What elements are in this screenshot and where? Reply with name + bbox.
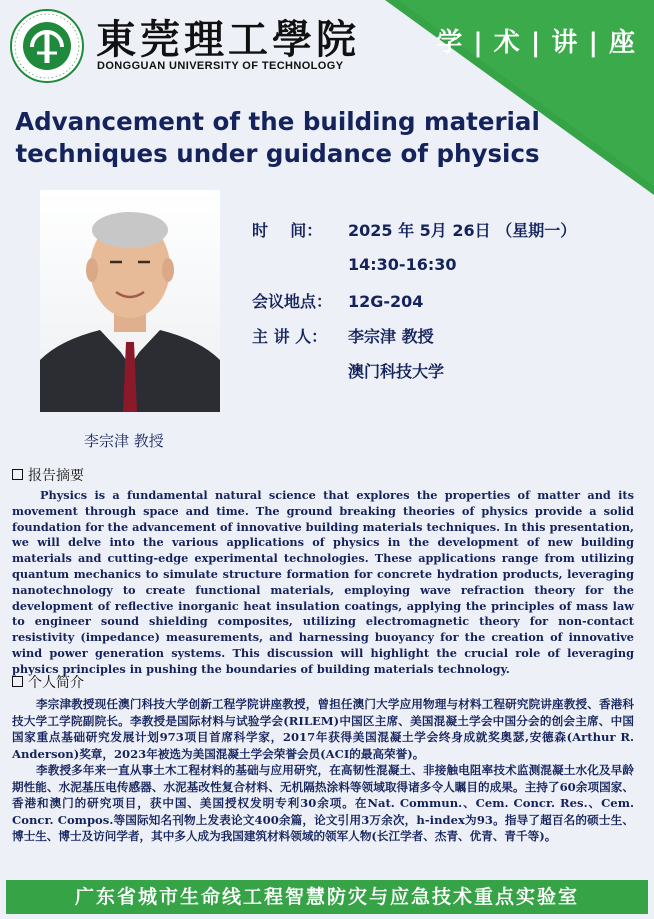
speaker-photo-caption: 李宗津 教授 bbox=[84, 432, 164, 450]
info-speaker-row bbox=[252, 324, 434, 347]
lecture-title bbox=[0, 106, 555, 170]
title-line-1: Advancement of the building material bbox=[15, 107, 540, 136]
university-logo-icon bbox=[10, 9, 84, 83]
bio-heading bbox=[12, 672, 84, 692]
bio-paragraph-1: 李宗津教授现任澳门科技大学创新工程学院讲座教授，曾担任澳门大学应用物理与材料工程研究院讲座教授、香港科技大学工学院副院长。李教授是国际材料与试验学会(RILEM)中国区主席、美国混凝土学会中国分会的创会主席、中国国家重点基础研究发展计划973项目首席科学家，2017年获得美国混凝土学会终身成就奖奥瑟,安德森(Arthur R. Anderson)奖章，2023年被选为美国混凝土学会荣誉会员(ACI的最高荣誉)。 bbox=[12, 697, 634, 761]
university-name-en: DONGGUAN UNIVERSITY OF TECHNOLOGY bbox=[97, 60, 344, 72]
checkbox-square-icon bbox=[12, 676, 23, 687]
abstract-body bbox=[12, 488, 634, 678]
info-time-row bbox=[252, 218, 576, 241]
abstract-heading-text: 报告摘要 bbox=[28, 468, 84, 484]
info-venue-row bbox=[252, 289, 423, 312]
time-range: 14:30-16:30 bbox=[348, 255, 457, 274]
bio-paragraph-2: 李教授多年来一直从事土木工程材料的基础与应用研究，在高韧性混凝土、非接触电阻率技术监测混凝土水化及早龄期性能、水泥基压电传感器、水泥基改性复合材料、无机隔热涂料等领域取得诸多令人瞩目的成果。主持了60余项国家、香港和澳门的研究项目，获中国、美国授权发明专利30余项。在Nat. Commun.、Cem. Concr. Res.、Cem. Concr. Compos.等国际知名刊物上发表论文400余篇，论文引用3万余次，h-index为93。指导了超百名的硕士生、博士生、博士及访问学者，其中多人成为我国建筑材料领域的领军人物(长江学者、杰青、优青、青千等)。 bbox=[12, 763, 634, 843]
bio-body bbox=[12, 696, 634, 845]
speaker-affiliation: 澳门科技大学 bbox=[348, 362, 445, 381]
time-value: 2025 年 5月 26日 （星期一） bbox=[348, 221, 577, 240]
title-line-2: techniques under guidance of physics bbox=[15, 139, 540, 168]
bio-heading-text: 个人简介 bbox=[28, 675, 84, 691]
checkbox-square-icon bbox=[12, 469, 23, 480]
footer-banner: 广东省城市生命线工程智慧防灾与应急技术重点实验室 bbox=[6, 880, 648, 914]
speaker-label: 主 讲 人： bbox=[252, 327, 328, 346]
abstract-heading bbox=[12, 465, 84, 485]
university-name-cn: 東莞理工學院 bbox=[96, 16, 360, 63]
speaker-value: 李宗津 教授 bbox=[348, 327, 434, 346]
speaker-photo bbox=[40, 190, 220, 412]
lecture-tag: 学 | 术 | 讲 | 座 bbox=[436, 28, 636, 58]
time-label: 时 间： bbox=[252, 221, 323, 240]
venue-label: 会议地点： bbox=[252, 292, 333, 311]
venue-value: 12G-204 bbox=[348, 292, 424, 311]
abstract-text: Physics is a fundamental natural science that explores the properties of matter and its movement through space and time. The ground breaking theories of physics provide a solid foundation for the advancement of innovative building materials techniques. In this presentation, we will delve into the various applications of physics in the development of new building materials and cutting-edge experimental technologies. These applications range from utilizing quantum mechanics to simulate structure formation for concrete hydration products, leveraging nanotechnology to create functional materials, employing wave refraction theory for the development of reflective inorganic heat insulation coatings, applying the principles of mass law to engineer sound shielding composites, utilizing electromagnetic theory for non-contact resistivity (impedance) measurements, and harnessing buoyancy for the creation of innovative wind power generation systems. This discussion will highlight the crucial role of leveraging physics principles in pushing the boundaries of building materials technology. bbox=[12, 488, 634, 676]
